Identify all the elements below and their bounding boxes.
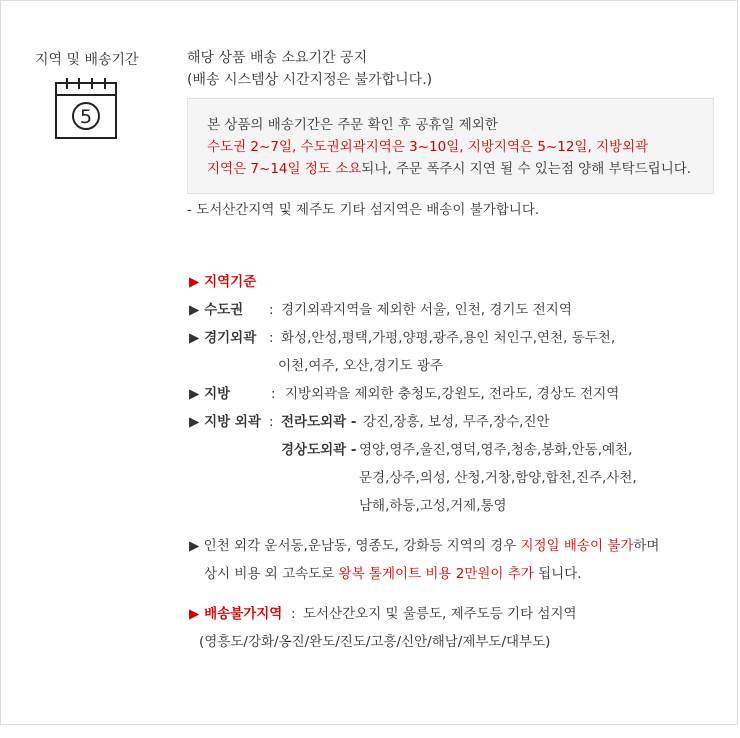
gyeonggi-colon: : — [269, 330, 274, 346]
local-value: 지방외곽을 제외한 충청도,강원도, 전라도, 경상도 전지역 — [285, 386, 620, 402]
calendar-icon — [55, 77, 117, 139]
gyeongsang-label: 경상도외곽 - — [281, 442, 357, 458]
incheon-line-1-highlight: 지정일 배송이 불가 — [520, 538, 634, 554]
incheon-line-2-end: 됩니다. — [533, 566, 582, 582]
notice-line-3-rest: 되나, 주문 폭주시 지연 될 수 있는점 양해 부탁드립니다. — [361, 161, 692, 177]
incheon-line-2 — [204, 565, 582, 583]
capital-label: ▶ 수도권 — [189, 302, 244, 318]
incheon-line-2-highlight: 왕복 톨게이트 비용 2만원이 추가 — [338, 566, 534, 582]
incheon-line-1-end: 하며 — [633, 538, 660, 554]
local-outer-colon: : — [269, 414, 274, 430]
calendar-number: 5 — [79, 106, 93, 128]
local-colon: : — [271, 386, 276, 402]
island-note: - 도서산간지역 및 제주도 기타 섬지역은 배송이 불가합니다. — [187, 202, 540, 218]
unavailable-value: 도서산간오지 및 울릉도, 제주도등 기타 섬지역 — [303, 606, 577, 622]
section-label: 지역 및 배송기간 — [35, 52, 139, 68]
notice-line-3 — [207, 160, 691, 178]
incheon-line-2-text: 상시 비용 외 고속도로 — [204, 566, 339, 582]
page-title: 해당 상품 배송 소요기간 공지 — [187, 50, 368, 66]
capital-colon: : — [269, 302, 274, 318]
jeolla-value: 강진,장흥, 보성, 무주,장수,진안 — [363, 414, 550, 430]
gyeongsang-value-1: 영양,영주,울진,영덕,영주,청송,봉화,안동,예천, — [359, 442, 633, 458]
unavailable-colon: : — [291, 606, 296, 622]
unavailable-list: (영흥도/강화/옹진/완도/진도/고흥/신안/해남/제부도/대부도) — [199, 634, 551, 650]
incheon-line-1-text: ▶ 인천 외각 운서동,운남동, 영종도, 강화등 지역의 경우 — [189, 538, 521, 554]
page-subtitle: (배송 시스템상 시간지정은 불가합니다.) — [187, 72, 433, 88]
notice-line-2: 수도권 2~7일, 수도권외곽지역은 3~10일, 지방지역은 5~12일, 지방외곽 — [207, 139, 649, 155]
notice-line-1: 본 상품의 배송기간은 주문 확인 후 공휴일 제외한 — [207, 117, 498, 133]
region-heading: ▶ 지역기준 — [189, 274, 257, 290]
gyeonggi-label: ▶ 경기외곽 — [189, 330, 257, 346]
capital-value: 경기외곽지역을 제외한 서울, 인천, 경기도 전지역 — [281, 302, 572, 318]
notice-box — [187, 98, 714, 194]
unavailable-label: ▶ 배송불가지역 — [189, 606, 283, 622]
local-label: ▶ 지방 — [189, 386, 231, 402]
notice-line-3-highlight: 지역은 7~14일 정도 소요 — [207, 161, 362, 177]
incheon-line-1 — [189, 537, 659, 555]
local-outer-label: ▶ 지방 외곽 — [189, 414, 261, 430]
gyeongsang-value-3: 남해,하동,고성,거제,통영 — [359, 498, 507, 514]
gyeonggi-value-1: 화성,안성,평택,가평,양평,광주,용인 처인구,연천, 동두천, — [281, 330, 616, 346]
gyeongsang-value-2: 문경,상주,의성, 산청,거창,함양,합천,진주,사천, — [359, 470, 637, 486]
gyeonggi-value-2: 이천,여주, 오산,경기도 광주 — [278, 358, 443, 374]
jeolla-label: 전라도외곽 - — [281, 414, 357, 430]
